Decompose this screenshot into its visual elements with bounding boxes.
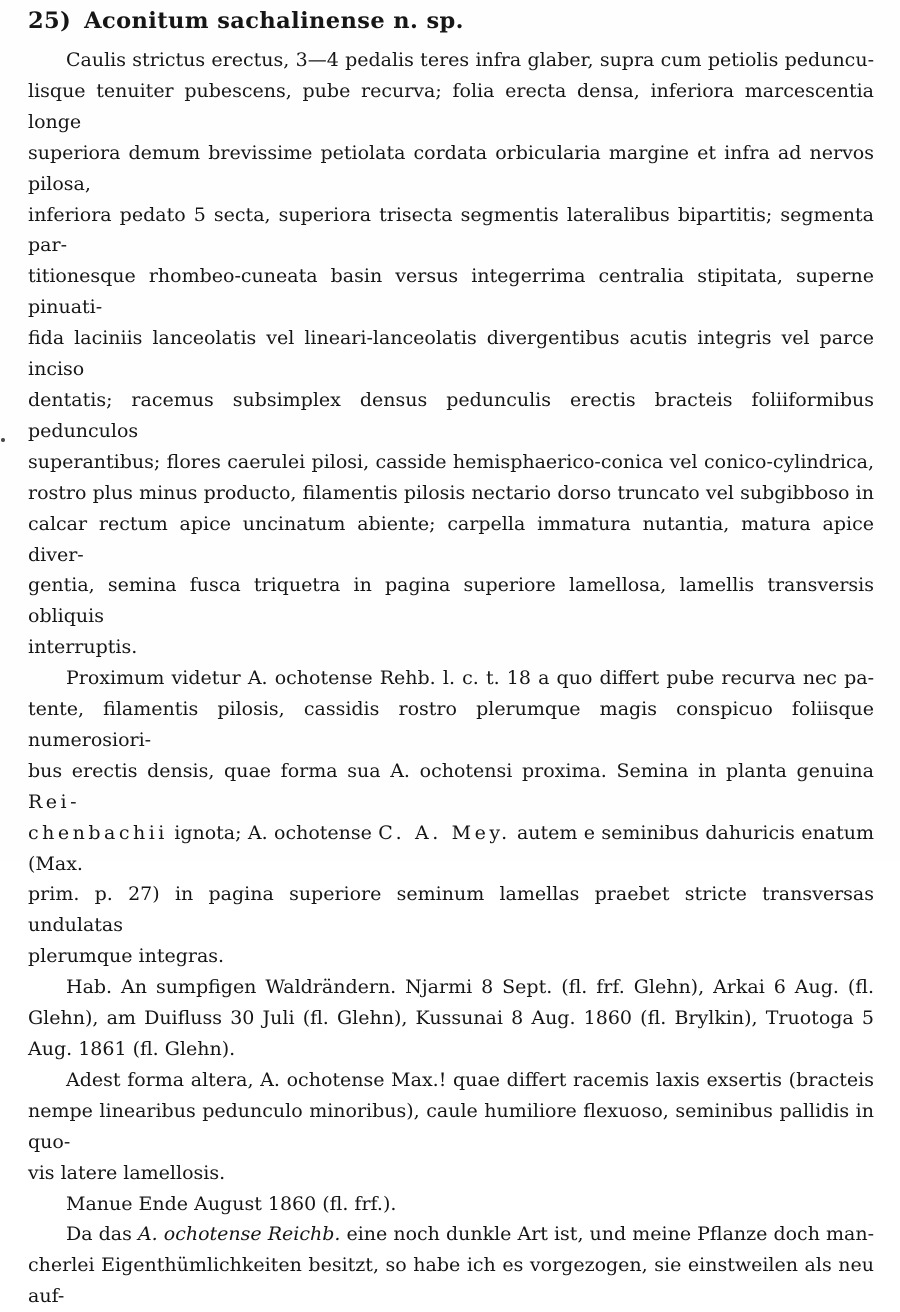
- letterspaced-name: C. A. Mey.: [378, 821, 511, 844]
- text-line: fida laciniis lanceolatis vel lineari-lanceolatis divergentibus acutis integris vel parce inciso: [28, 327, 874, 381]
- text-line: Hab. An sumpfigen Waldrändern. Njarmi 8 Sept. (fl. frf. Glehn), Arkai 6 Aug. (fl.: [66, 976, 874, 999]
- text-line: superiora demum brevissime petiolata cordata orbicularia margine et infra ad nervos pilosa,: [28, 141, 874, 195]
- italic-species-name: A. ochotense Reichb.: [137, 1223, 341, 1246]
- text-line: prim. p. 27) in pagina superiore seminum lamellas praebet stricte transversas undulatas: [28, 883, 874, 937]
- text-line: interruptis.: [28, 636, 138, 659]
- text-line: Adest forma altera, A. ochotense Max.! quae differt racemis laxis exsertis (bracteis: [66, 1068, 874, 1091]
- text-line: Manue Ende August 1860 (fl. frf.).: [66, 1192, 397, 1215]
- letterspaced-name: Rei-: [28, 790, 81, 813]
- text-segment: eine noch dunkle Art ist, und meine Pflanze doch man-: [340, 1223, 875, 1246]
- letterspaced-name: chenbachii: [28, 821, 168, 844]
- text-line: Proximum videtur A. ochotense Rehb. l. c. t. 18 a quo differt pube recurva nec pa-: [66, 667, 874, 690]
- paragraph-habitat: [28, 972, 874, 1065]
- species-number: 25): [28, 8, 72, 34]
- text-line: gentia, semina fusca triquetra in pagina superiore lamellosa, lamellis transversis obliquis: [28, 574, 874, 628]
- paragraph-remarks: [28, 1219, 874, 1312]
- text-line: rostro plus minus producto, filamentis pilosis nectario dorso truncato vel subgibboso in: [28, 481, 874, 504]
- scan-speck: [1, 438, 5, 442]
- text-line: cherlei Eigenthümlichkeiten besitzt, so habe ich es vorgezogen, sie einstweilen als neu auf-: [28, 1254, 874, 1308]
- text-line: dentatis; racemus subsimplex densus pedunculis erectis bracteis foliiformibus pedunculos: [28, 388, 874, 442]
- text-line: lisque tenuiter pubescens, pube recurva; folia erecta densa, inferiora marcescentia longe: [28, 79, 874, 133]
- text-line: [28, 1219, 874, 1250]
- text-line: inferiora pedato 5 secta, superiora trisecta segmentis lateralibus bipartitis; segmenta par-: [28, 203, 874, 257]
- paragraph-description: [28, 45, 874, 663]
- text-line: Caulis strictus erectus, 3—4 pedalis teres infra glaber, supra cum petiolis peduncu-: [66, 49, 874, 71]
- text-segment: bus erectis densis, quae forma sua A. ochotensi proxima. Semina in planta genuina: [28, 759, 874, 782]
- paragraph-comparison: [28, 663, 874, 972]
- text-line: titionesque rhombeo-cuneata basin versus integerrima centralia stipitata, superne pinuati-: [28, 265, 874, 319]
- text-line: superantibus; flores caerulei pilosi, casside hemisphaerico-conica vel conico-cylindrica,: [28, 450, 874, 473]
- text-segment: autem e seminibus dahuricis enatum (Max.: [28, 821, 874, 875]
- text-line: tente, filamentis pilosis, cassidis rostro plerumque magis conspicuo foliisque numerosiori-: [28, 698, 874, 751]
- paragraph-forma-altera: [28, 1065, 874, 1189]
- paragraph-manue: [28, 1189, 874, 1220]
- text-line: calcar rectum apice uncinatum abiente; carpella immatura nutantia, matura apice diver-: [28, 512, 874, 566]
- text-block: [28, 6, 874, 1312]
- text-segment: Da das: [66, 1223, 138, 1246]
- text-line: vis latere lamellosis.: [28, 1161, 226, 1184]
- text-line: [28, 756, 874, 818]
- species-title: Aconitum sachalinense n. sp.: [84, 8, 464, 34]
- text-line: Aug. 1861 (fl. Glehn).: [28, 1038, 236, 1060]
- text-segment: ignota; A. ochotense: [167, 821, 379, 844]
- species-heading: [28, 6, 874, 36]
- text-line: plerumque integras.: [28, 945, 225, 968]
- text-line: [28, 818, 874, 880]
- text-line: Glehn), am Duifluss 30 Juli (fl. Glehn), Kussunai 8 Aug. 1860 (fl. Brylkin), Truotoga 5: [28, 1007, 874, 1030]
- text-line: nempe linearibus pedunculo minoribus), caule humiliore flexuoso, seminibus pallidis in quo-: [28, 1099, 874, 1153]
